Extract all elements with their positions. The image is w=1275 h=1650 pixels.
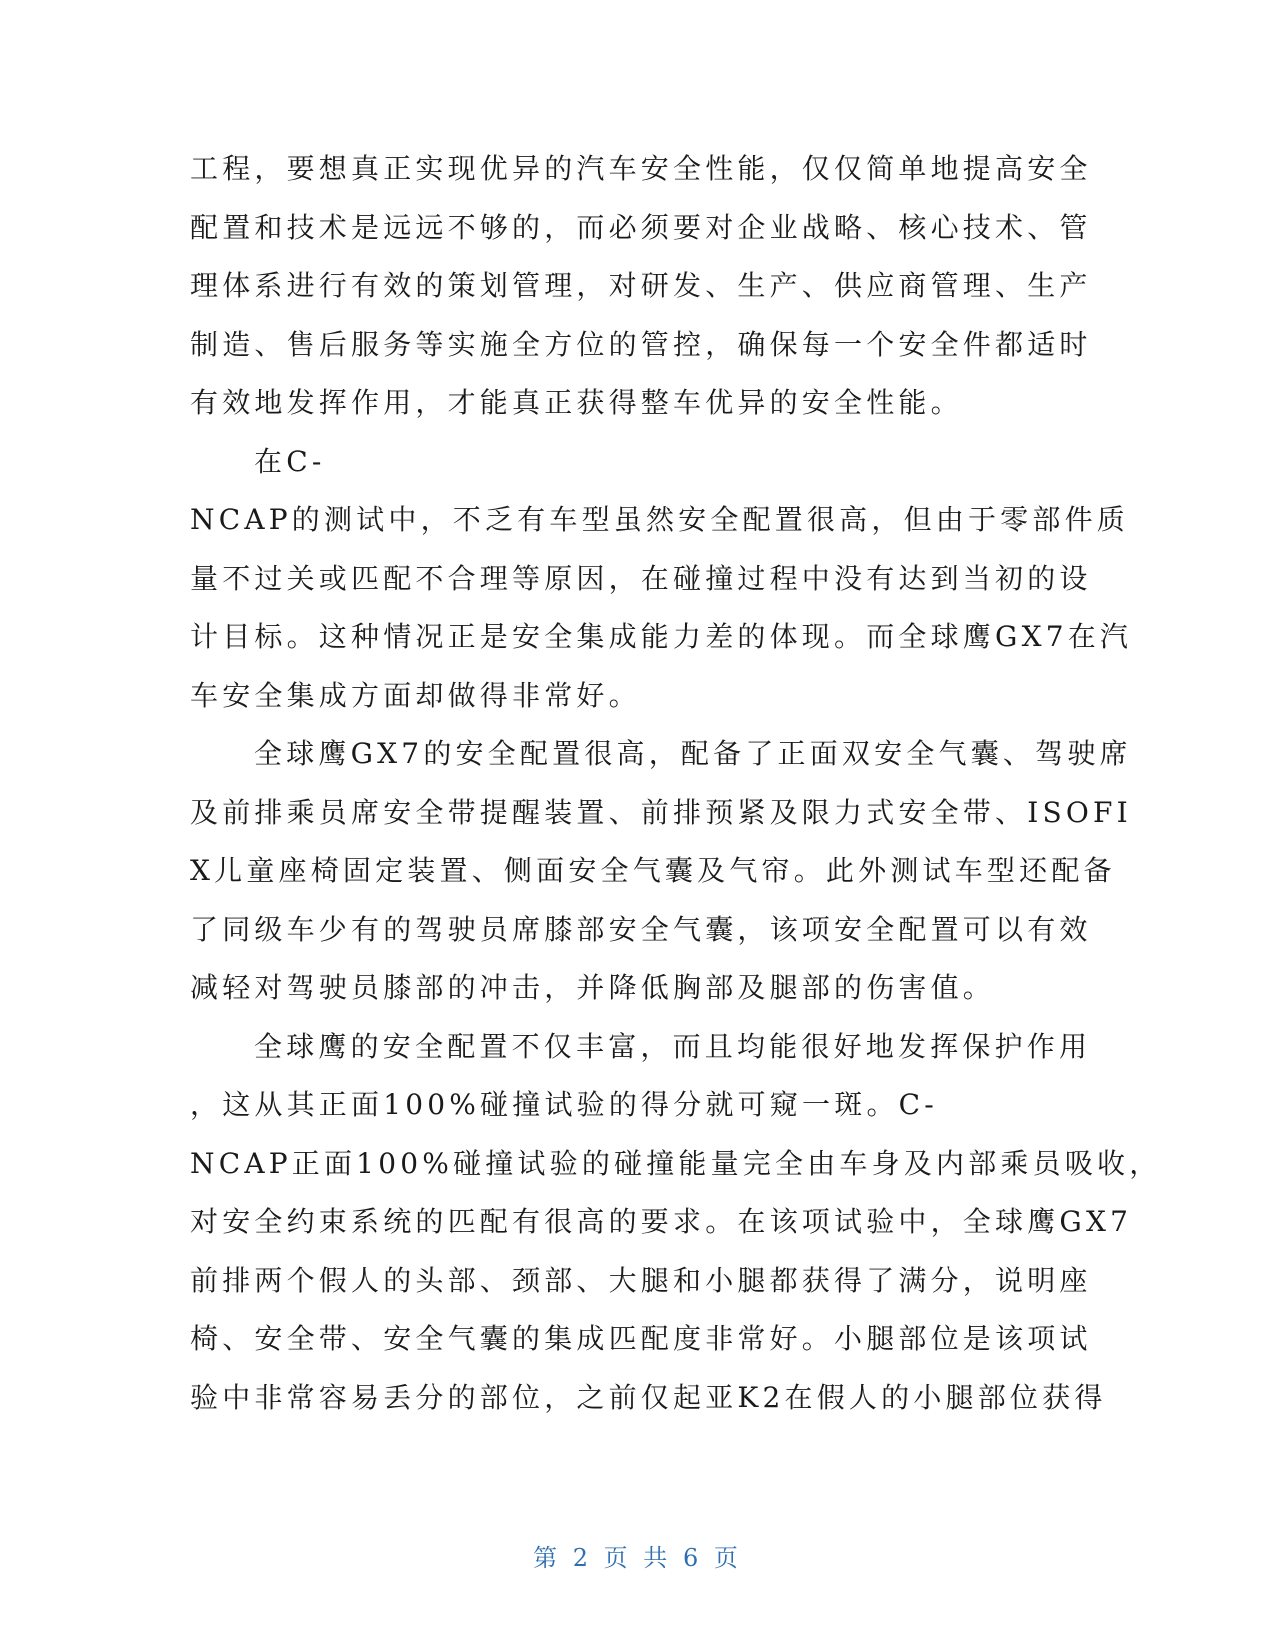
text-line: X儿童座椅固定装置、侧面安全气囊及气帘。此外测试车型还配备: [190, 854, 1116, 887]
paragraph-start-line: 全球鹰GX7的安全配置很高，配备了正面双安全气囊、驾驶席: [254, 737, 1132, 770]
text-line: 及前排乘员席安全带提醒装置、前排预紧及限力式安全带、ISOFI: [190, 795, 1132, 829]
text-line: 减轻对驾驶员膝部的冲击，并降低胸部及腿部的伤害值。: [190, 971, 996, 1004]
text-line: 工程，要想真正实现优异的汽车安全性能，仅仅简单地提高安全: [190, 152, 1092, 185]
text-line: 车安全集成方面却做得非常好。: [190, 678, 641, 712]
text-line: 配置和技术是远远不够的，而必须要对企业战略、核心技术、管: [190, 210, 1092, 244]
text-line: 计目标。这种情况正是安全集成能力差的体现。而全球鹰GX7在汽: [190, 620, 1133, 653]
paragraph-start-line: 全球鹰的安全配置不仅丰富，而且均能很好地发挥保护作用: [254, 1029, 1092, 1063]
text-line: NCAP正面100%碰撞试验的碰撞能量完全由车身及内部乘员吸收，: [190, 1146, 1162, 1180]
text-line: ，这从其正面100%碰撞试验的得分就可窥一斑。C-: [190, 1088, 938, 1121]
text-line: 了同级车少有的驾驶员席膝部安全气囊，该项安全配置可以有效: [190, 912, 1092, 946]
text-line: 前排两个假人的头部、颈部、大腿和小腿都获得了满分，说明座: [190, 1263, 1092, 1297]
text-line: NCAP的测试中，不乏有车型虽然安全配置很高，但由于零部件质: [190, 503, 1129, 536]
text-line: 验中非常容易丢分的部位，之前仅起亚K2在假人的小腿部位获得: [190, 1380, 1107, 1414]
text-line: 有效地发挥作用，才能真正获得整车优异的安全性能。: [190, 386, 963, 419]
paragraph-start-line: 在C-: [254, 444, 326, 478]
text-line: 制造、售后服务等实施全方位的管控，确保每一个安全件都适时: [190, 327, 1092, 361]
document-body: [190, 140, 1162, 1427]
page-number-footer: 第 2 页 共 6 页: [533, 1544, 742, 1572]
text-line: 椅、安全带、安全气囊的集成匹配度非常好。小腿部位是该项试: [190, 1322, 1092, 1355]
text-line: 对安全约束系统的匹配有很高的要求。在该项试验中，全球鹰GX7: [190, 1205, 1133, 1238]
text-line: 量不过关或匹配不合理等原因，在碰撞过程中没有达到当初的设: [190, 561, 1092, 595]
text-line: 理体系进行有效的策划管理，对研发、生产、供应商管理、生产: [190, 269, 1092, 302]
